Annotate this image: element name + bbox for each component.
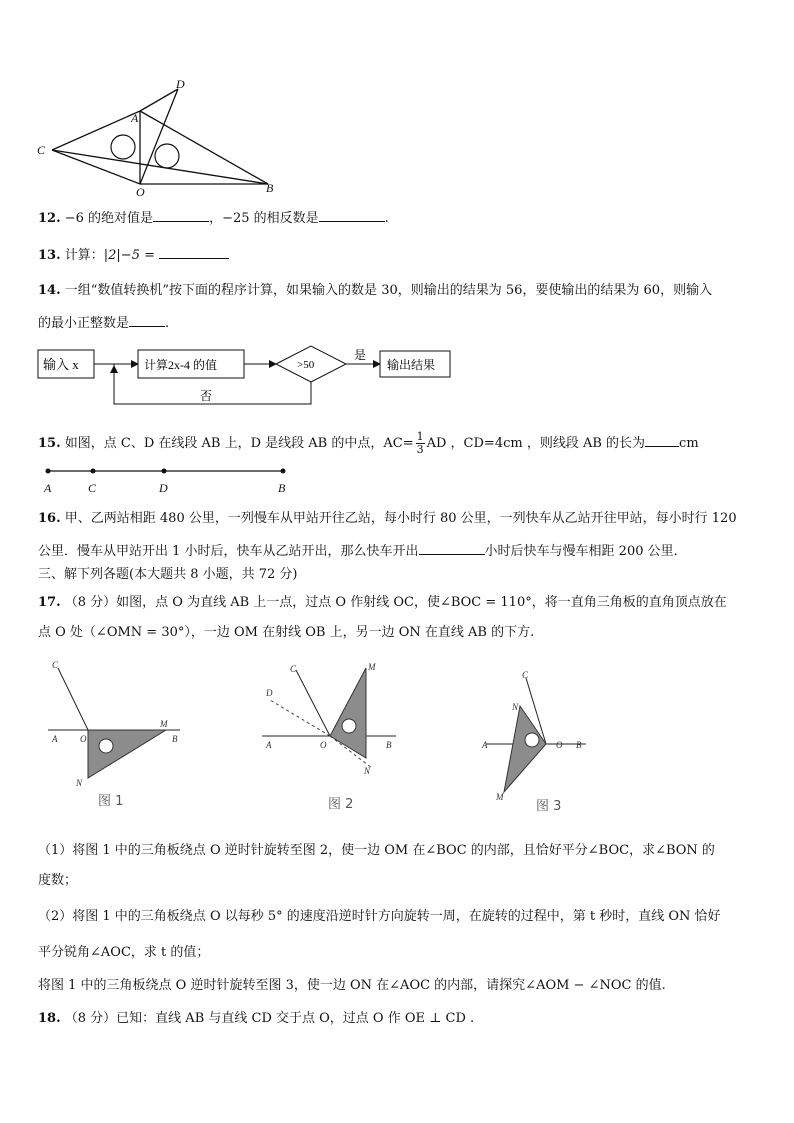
hole-right	[155, 144, 179, 168]
q17-sub1-line2: 度数；	[38, 873, 78, 888]
fig1-label-O: O	[80, 734, 87, 744]
q14-number: 14.	[38, 283, 61, 298]
fig2-label-N: N	[364, 766, 371, 776]
section-3-heading: 三、解下列各题(本大题共 8 小题，共 72 分)	[38, 567, 298, 582]
point-label-A: A	[44, 481, 52, 495]
q17-line1: （8 分）如图，点 O 为直线 AB 上一点，过点 O 作射线 OC，使∠BOC = 110°，将一直角三角板的直角顶点放在	[64, 595, 727, 610]
question-14-line2	[38, 312, 169, 333]
fig1-caption: 图 1	[98, 794, 124, 809]
q15-number: 15.	[38, 436, 61, 451]
question-14-line1	[38, 282, 712, 300]
label-B: B	[266, 181, 274, 195]
q18-text: （8 分）已知：直线 AB 与直线 CD 交于点 O，过点 O 作 OE ⊥ CD .	[64, 1011, 475, 1026]
q17-figure-3	[481, 670, 586, 814]
fig3-hole	[525, 733, 539, 747]
point-A	[46, 469, 51, 474]
q17-figures	[30, 650, 610, 820]
q14-line2: 的最小正整数是	[38, 316, 130, 331]
q14-line1: 一组“数值转换机”按下面的程序计算，如果输入的数是 30，则输出的结果为 56，要使输出的结果为 60，则输入	[64, 283, 713, 298]
label-A: A	[131, 111, 139, 125]
q17-sub3: 将图 1 中的三角板绕点 O 逆时针旋转至图 3，使一边 ON 在∠AOC 的内部，请探究∠AOM − ∠NOC 的值.	[38, 978, 666, 993]
fig2-hole	[342, 719, 356, 733]
q17-figure-2	[262, 662, 396, 812]
q16-line2a: 公里．慢车从甲站开出 1 小时后，快车从乙站开出，那么快车开出	[38, 544, 419, 559]
fig2-label-M: M	[368, 662, 376, 672]
flow-output-text: 输出结果	[387, 358, 436, 372]
flow-condition-text: >50	[297, 359, 315, 371]
q18-number: 18.	[38, 1011, 61, 1026]
q14-blank[interactable]	[129, 312, 165, 327]
q16-number: 16.	[38, 511, 61, 526]
q17-sub2-line2: 平分锐角∠AOC，求 t 的值；	[38, 945, 210, 960]
q13-blank[interactable]	[159, 244, 229, 259]
question-17-line1	[38, 594, 727, 612]
flow-input-text: 输入 x	[43, 357, 79, 372]
fig3-set-square	[504, 706, 546, 792]
fig1-label-M: M	[160, 719, 168, 729]
question-13	[38, 244, 229, 265]
q13-lead: 计算：	[64, 248, 104, 263]
q17-number: 17.	[38, 595, 61, 610]
q11-figure	[30, 74, 280, 200]
point-label-C: C	[88, 481, 97, 495]
question-18	[38, 1010, 474, 1028]
fig2-label-O: O	[320, 740, 327, 750]
fig3-label-A: A	[482, 740, 488, 750]
q16-blank[interactable]	[419, 540, 485, 555]
label-C: C	[37, 143, 46, 157]
fig2-label-C: C	[290, 664, 297, 674]
fig1-label-A: A	[52, 734, 58, 744]
flow-compute-text: 计算2x-4 的值	[144, 358, 217, 372]
segment-AD	[140, 89, 178, 111]
fig3-label-C: C	[522, 670, 529, 680]
q15-blank[interactable]	[645, 432, 679, 447]
fig2-label-D: D	[266, 688, 273, 698]
point-label-D: D	[159, 481, 168, 495]
q14-flowchart	[34, 342, 464, 408]
point-label-B: B	[278, 481, 286, 495]
label-O: O	[136, 185, 145, 199]
question-16-line2	[38, 540, 687, 561]
triangle-COB	[52, 150, 268, 184]
q12-blank2[interactable]	[319, 207, 385, 222]
q17-sub1-line1: （1）将图 1 中的三角板绕点 O 逆时针旋转至图 2，使一边 OM 在∠BOC 的内部，且恰好平分∠BOC，求∠BON 的	[38, 843, 715, 858]
segment-DO	[140, 89, 178, 184]
fig3-label-O: O	[556, 740, 563, 750]
q13-number: 13.	[38, 248, 61, 263]
flow-yes-label: 是	[354, 348, 367, 362]
q12-end: .	[384, 211, 389, 226]
q17-sub2-line1: （2）将图 1 中的三角板绕点 O 以每秒 5° 的速度沿逆时针方向旋转一周，在旋转的过程中，第 t 秒时，直线 ON 恰好	[38, 909, 721, 924]
question-16-line1	[38, 510, 737, 528]
fig3-caption: 图 3	[536, 799, 562, 814]
fig2-label-B: B	[386, 740, 392, 750]
q13-expression: |2|−5 =	[103, 248, 156, 263]
fig3-label-N: N	[512, 702, 519, 712]
q12-blank1[interactable]	[153, 207, 209, 222]
point-D	[162, 469, 167, 474]
fig3-label-B: B	[576, 740, 582, 750]
fig2-caption: 图 2	[328, 797, 354, 812]
q15-fraction	[416, 431, 425, 456]
point-C	[91, 469, 96, 474]
q14-end: .	[165, 316, 170, 331]
q17-figure-1	[48, 660, 180, 809]
fig1-hole	[99, 739, 113, 753]
point-B	[281, 469, 286, 474]
fig2-label-A: A	[266, 740, 272, 750]
segment-CA	[52, 111, 140, 150]
fig2-set-square	[330, 668, 366, 758]
hole-left	[111, 135, 135, 159]
q12-part2: −25 的相反数是	[222, 211, 319, 226]
q15-frac-den: 3	[416, 443, 424, 456]
fig1-label-B: B	[172, 734, 178, 744]
q12-number: 12.	[38, 211, 61, 226]
fig1-set-square	[88, 730, 166, 778]
question-17-line2: 点 O 处（∠OMN = 30°），一边 OM 在射线 OB 上，另一边 ON 在直线 AB 的下方.	[38, 625, 535, 640]
label-D: D	[176, 77, 185, 91]
q16-line2b: 小时后快车与慢车相距 200 公里．	[484, 544, 687, 559]
q15-segment-figure	[38, 462, 298, 498]
fig1-label-C: C	[52, 660, 59, 670]
q15-unit: cm	[679, 436, 699, 451]
question-12	[38, 207, 389, 228]
q12-part1: −6 的绝对值是	[64, 211, 154, 226]
fig3-label-M: M	[496, 792, 504, 802]
q15-text-a: 如图，点 C、D 在线段 AB 上，D 是线段 AB 的中点，AC=	[64, 436, 414, 451]
q15-text-b: AD ，CD=4cm ，则线段 AB 的长为	[426, 436, 646, 451]
q16-line1: 甲、乙两站相距 480 公里，一列慢车从甲站开往乙站，每小时行 80 公里，一列快车从乙站开往甲站，每小时行 120	[64, 511, 737, 526]
fig1-ray-OC	[58, 668, 88, 730]
q15-frac-num: 1	[416, 430, 424, 443]
question-15	[38, 431, 699, 456]
q12-sep: ，	[209, 211, 223, 226]
fig1-label-N: N	[76, 778, 83, 788]
flow-no-label: 否	[200, 389, 213, 403]
